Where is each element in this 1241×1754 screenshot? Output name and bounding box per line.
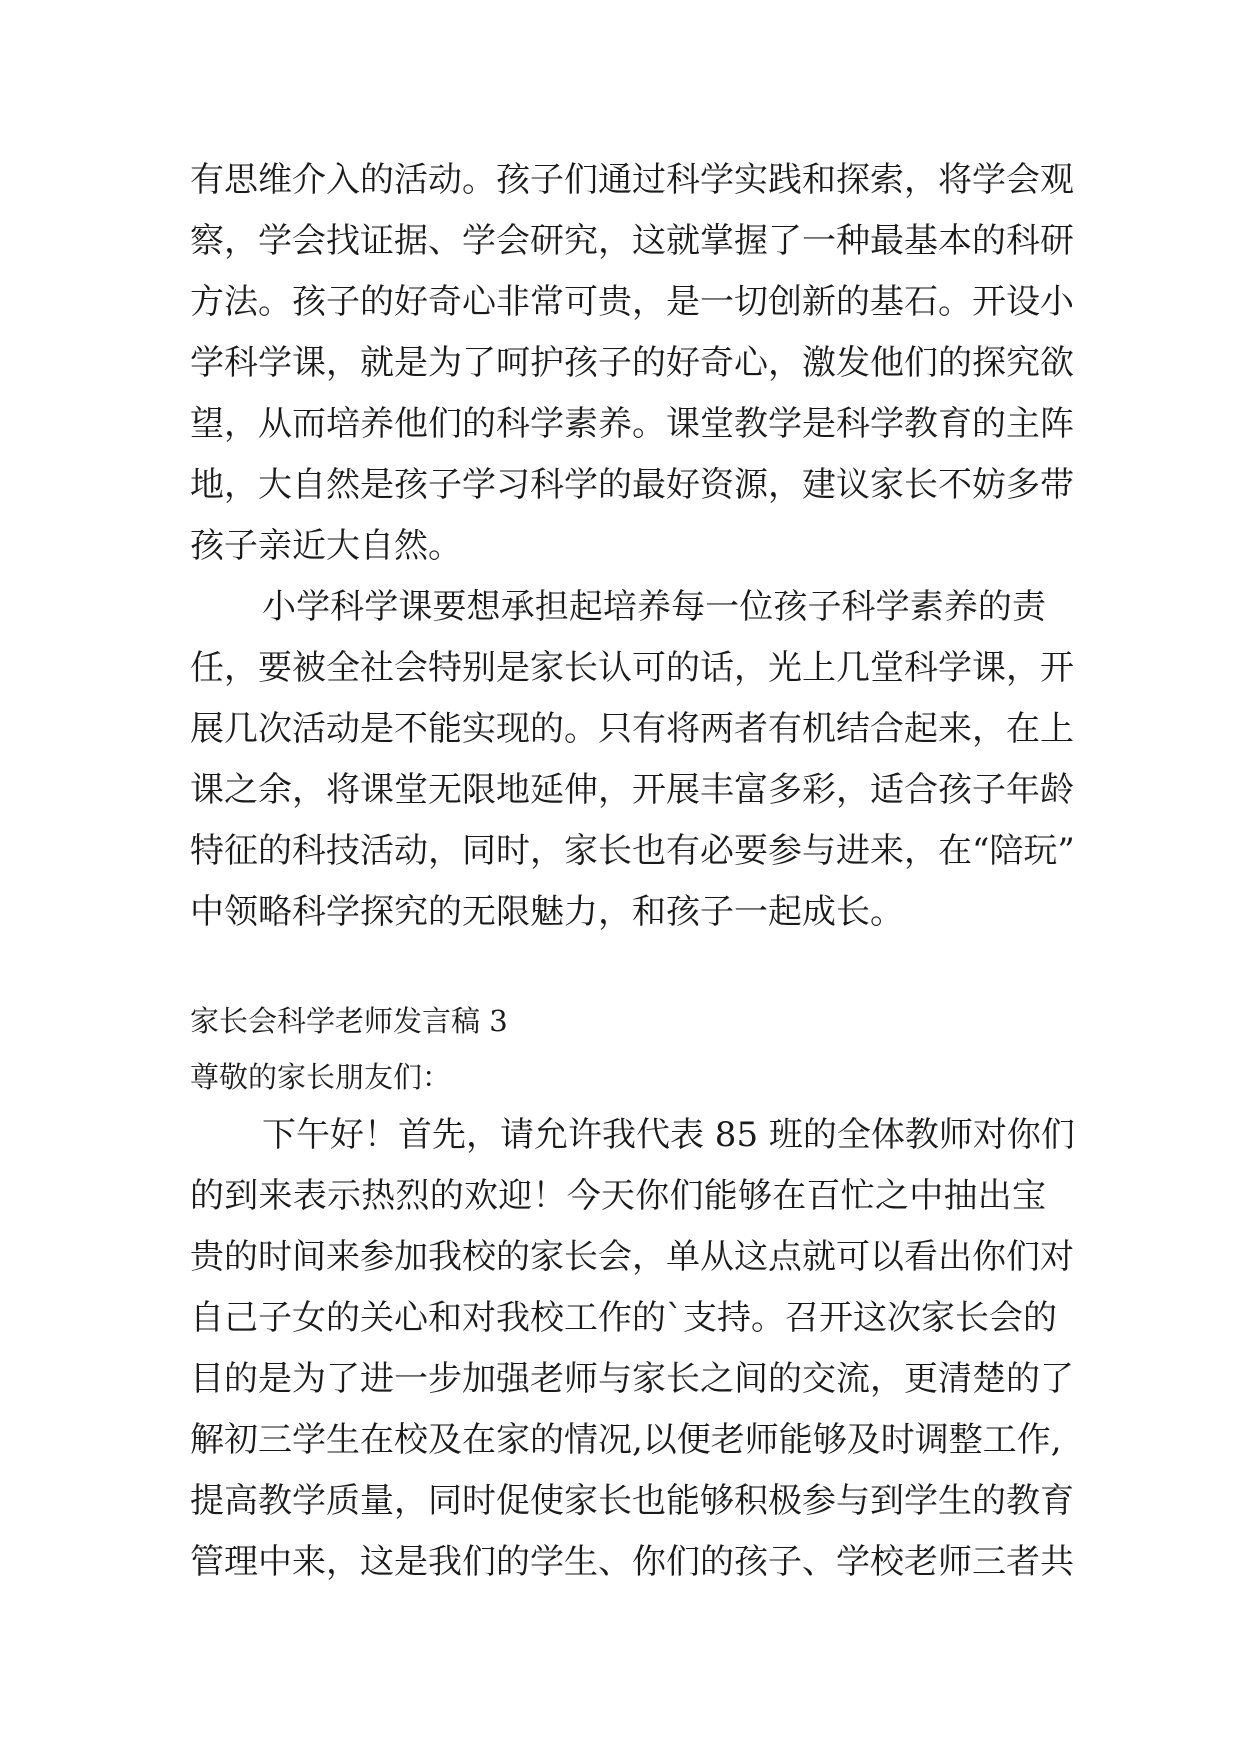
section-title: 家长会科学老师发言稿 3	[190, 1004, 508, 1038]
paragraph-line: 解初三学生在校及在家的情况,以便老师能够及时调整工作,	[190, 1420, 1062, 1460]
paragraph-line: 管理中来，这是我们的学生、你们的孩子、学校老师三者共	[190, 1542, 1074, 1582]
paragraph-line: 任，要被全社会特别是家长认可的话，光上几堂科学课，开	[190, 648, 1074, 688]
paragraph-line: 的到来表示热烈的欢迎！今天你们能够在百忙之中抽出宝	[190, 1176, 1046, 1216]
paragraph-line: 方法。孩子的好奇心非常可贵，是一切创新的基石。开设小	[190, 282, 1074, 322]
paragraph-2	[190, 577, 1075, 943]
paragraph-line: 特征的科技活动，同时，家长也有必要参与进来，在“陪玩”	[190, 831, 1075, 871]
paragraph-line: 课之余，将课堂无限地延伸，开展丰富多彩，适合孩子年龄	[190, 770, 1074, 810]
section-spacer	[190, 943, 1046, 993]
paragraph-3	[190, 1105, 1075, 1593]
paragraph-line: 贵的时间来参加我校的家长会，单从这点就可以看出你们对	[190, 1237, 1074, 1277]
salutation: 尊敬的家长朋友们：	[190, 1060, 452, 1094]
paragraph-line: 察，学会找证据、学会研究，这就掌握了一种最基本的科研	[190, 221, 1074, 261]
paragraph-line: 展几次活动是不能实现的。只有将两者有机结合起来，在上	[190, 709, 1074, 749]
paragraph-line: 学科学课，就是为了呵护孩子的好奇心，激发他们的探究欲	[190, 343, 1074, 383]
paragraph-line: 提高教学质量，同时促使家长也能够积极参与到学生的教育	[190, 1481, 1074, 1521]
paragraph-line: 地，大自然是孩子学习科学的最好资源，建议家长不妨多带	[190, 465, 1074, 505]
paragraph-line: 自己子女的关心和对我校工作的`支持。召开这次家长会的	[190, 1298, 1057, 1338]
document-page	[190, 150, 1075, 1593]
paragraph-line: 小学科学课要想承担起培养每一位孩子科学素养的责	[262, 587, 1046, 627]
paragraph-line: 下午好！首先，请允许我代表 85 班的全体教师对你们	[262, 1115, 1075, 1155]
paragraph-line: 目的是为了进一步加强老师与家长之间的交流，更清楚的了	[190, 1359, 1074, 1399]
paragraph-line: 中领略科学探究的无限魅力，和孩子一起成长。	[190, 892, 904, 932]
paragraph-line: 有思维介入的活动。孩子们通过科学实践和探索，将学会观	[190, 160, 1074, 200]
paragraph-line: 望，从而培养他们的科学素养。课堂教学是科学教育的主阵	[190, 404, 1074, 444]
paragraph-1	[190, 150, 1074, 577]
paragraph-line: 孩子亲近大自然。	[190, 526, 462, 566]
